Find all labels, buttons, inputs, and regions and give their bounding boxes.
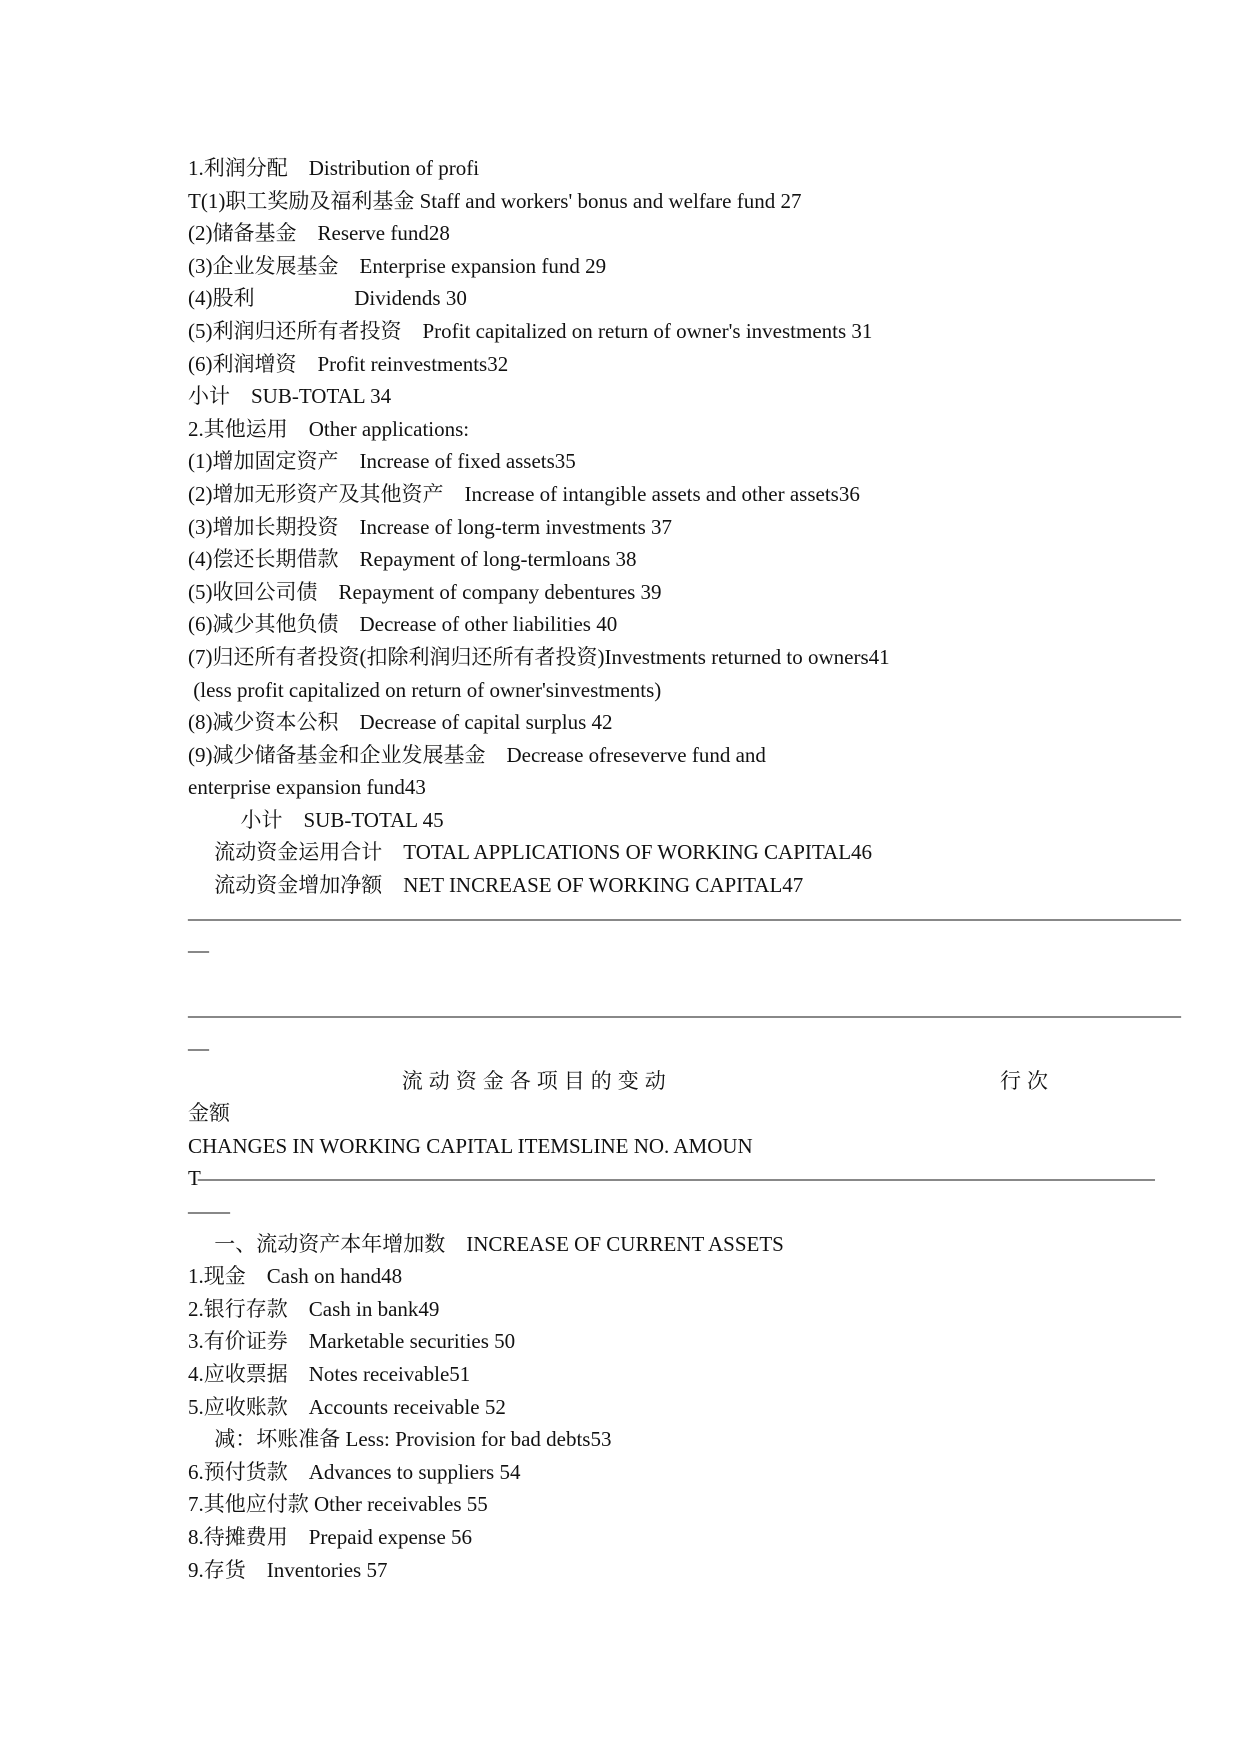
section-heading-row <box>188 1065 1054 1098</box>
text-line: T(1)职工奖励及福利基金 Staff and workers' bonus and welfare fund 27 <box>188 188 802 213</box>
dash-rule-tail: —— <box>188 1199 230 1223</box>
text-line: (less profit capitalized on return of owner'sinvestments) <box>188 677 662 702</box>
text-line: (8)减少资本公积 Decrease of capital surplus 42 <box>188 710 613 735</box>
text-line: (2)储备基金 Reserve fund28 <box>188 221 450 246</box>
section-heading-en: CHANGES IN WORKING CAPITAL ITEMSLINE NO. AMOUN <box>188 1133 753 1158</box>
text-line: 8.待摊费用 Prepaid expense 56 <box>188 1524 473 1549</box>
text-line: (2)增加无形资产及其他资产 Increase of intangible assets and other assets36 <box>188 481 860 506</box>
text-line: (7)归还所有者投资(扣除利润归还所有者投资)Investments returned to owners41 <box>188 644 890 669</box>
text-line: enterprise expansion fund43 <box>188 775 426 800</box>
text-line: 小计 SUB-TOTAL 34 <box>188 384 392 409</box>
text-line: (6)减少其他负债 Decrease of other liabilities 40 <box>188 612 618 637</box>
text-line: (3)企业发展基金 Enterprise expansion fund 29 <box>188 253 607 278</box>
text-line: 2.银行存款 Cash in bank49 <box>188 1296 440 1321</box>
text-line: 减：坏账准备 Less: Provision for bad debts53 <box>188 1427 612 1452</box>
text-line: 流动资金增加净额 NET INCREASE OF WORKING CAPITAL47 <box>188 873 804 898</box>
text-line: 一、流动资产本年增加数 INCREASE OF CURRENT ASSETS <box>188 1231 784 1256</box>
section-heading-cn: 流动资金各项目的变动 <box>188 1068 672 1093</box>
text-line: 5.应收账款 Accounts receivable 52 <box>188 1394 506 1419</box>
text-line: (4)股利 Dividends 30 <box>188 286 467 311</box>
text-line: 9.存货 Inventories 57 <box>188 1557 388 1582</box>
text-line: (3)增加长期投资 Increase of long-term investments 37 <box>188 514 673 539</box>
text-line: 小计 SUB-TOTAL 45 <box>188 807 444 832</box>
dash-rule-tail: — <box>188 1036 209 1061</box>
text-line: 6.预付货款 Advances to suppliers 54 <box>188 1459 521 1484</box>
text-line: (5)收回公司债 Repayment of company debentures 39 <box>188 579 662 604</box>
blank-line <box>188 967 1054 1000</box>
text-line: 3.有价证券 Marketable securities 50 <box>188 1329 516 1354</box>
text-line: 1.现金 Cash on hand48 <box>188 1264 403 1289</box>
text-line: 2.其他运用 Other applications: <box>188 416 470 441</box>
document-body <box>188 152 1178 1586</box>
text-line: 1.利润分配 Distribution of profi <box>188 156 480 180</box>
text-line: (5)利润归还所有者投资 Profit capitalized on return of owner's investments 31 <box>188 318 873 343</box>
text-line: 流动资金运用合计 TOTAL APPLICATIONS OF WORKING CAPITAL46 <box>188 840 873 865</box>
text-line: 7.其他应付款 Other receivables 55 <box>188 1492 488 1517</box>
dash-rule: ——————————————————————————————————————————————————————— <box>188 1003 1178 1028</box>
dash-rule-tail: — <box>188 938 209 963</box>
dash-rule: T————————————————————————————————————————————————————— <box>188 1166 1152 1191</box>
text-line: (6)利润增资 Profit reinvestments32 <box>188 351 509 376</box>
dash-rule: ——————————————————————————————————————————————————————— <box>188 905 1178 930</box>
text-line: 4.应收票据 Notes receivable51 <box>188 1361 471 1386</box>
amount-heading: 金额 <box>188 1101 230 1126</box>
text-line: (4)偿还长期借款 Repayment of long-termloans 38 <box>188 547 637 572</box>
text-line: (1)增加固定资产 Increase of fixed assets35 <box>188 449 576 474</box>
line-no-heading: 行次 <box>1000 1068 1054 1093</box>
text-line: (9)减少储备基金和企业发展基金 Decrease ofreseverve fund and <box>188 742 766 767</box>
